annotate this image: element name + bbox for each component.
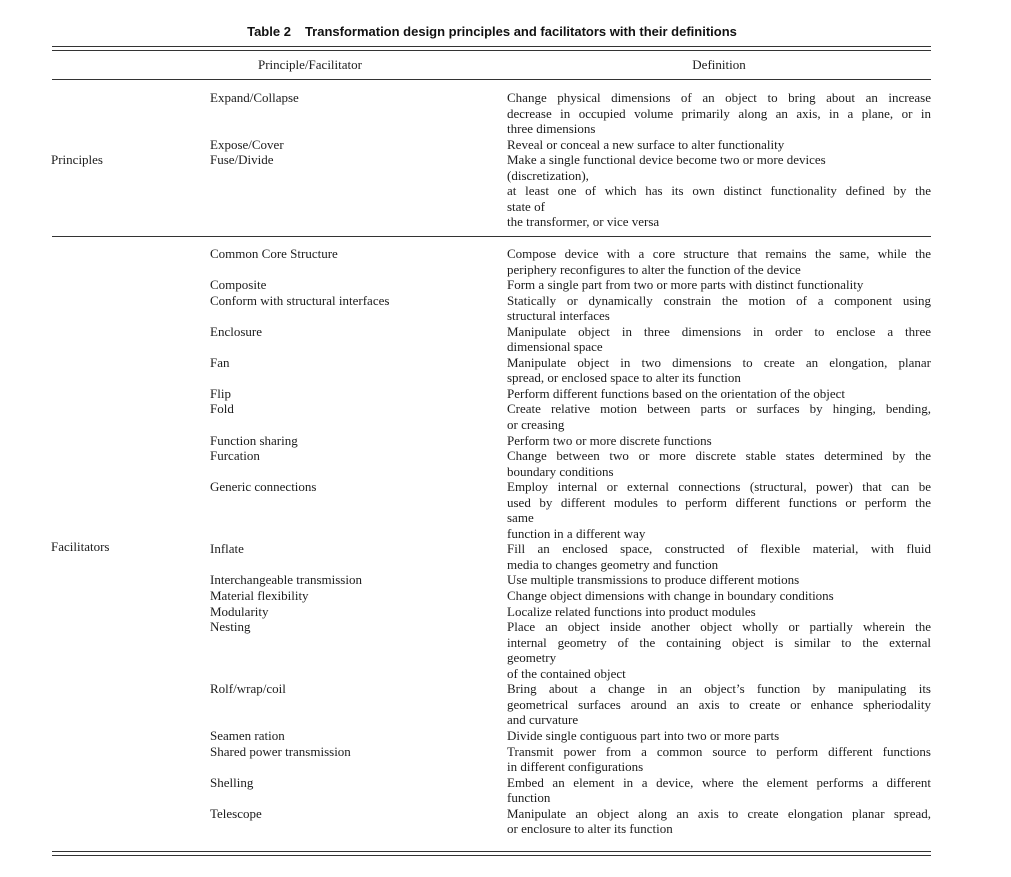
definition-cell [507,681,931,728]
definition-line: internal geometry of the containing object is similar to the external [507,634,931,650]
definition-cell [507,619,931,681]
definition-line: Fill an enclosed space, constructed of flexible material, with fluid [507,541,931,557]
definition-line: and curvature [507,712,579,728]
principle-name: Enclosure [210,323,262,339]
definition-line: media to changes geometry and function [507,556,719,572]
definition-cell [507,728,931,744]
principle-name: Fuse/Divide [210,152,274,168]
definition-line: boundary conditions [507,463,614,479]
table-row [0,324,1011,355]
definition-line: Change between two or more discrete stable states determined by the [507,448,931,464]
table-row [0,572,1011,588]
definition-line: geometrical surfaces around an axis to create or enhance spheriodality [507,696,931,712]
definition-cell [507,293,931,324]
definition-line: Manipulate an object along an axis to create elongation planar spread, [507,805,931,821]
principle-name: Shared power transmission [210,743,351,759]
definition-cell [507,775,931,806]
definition-cell [507,90,931,137]
definition-cell [507,604,931,620]
table-row [0,152,1011,230]
principle-name: Telescope [210,805,262,821]
table-row [0,433,1011,449]
definition-line: spread, or enclosed space to alter its function [507,370,741,386]
definition-line: decrease in occupied volume primarily along an axis, in a plane, or in [507,105,931,121]
table-row [0,90,1011,137]
table-row [0,386,1011,402]
definition-line: Bring about a change in an object’s function by manipulating its [507,681,931,697]
definition-line: Change physical dimensions of an object to bring about an increase [507,90,931,105]
definition-line: state of [507,198,545,214]
table-row [0,728,1011,744]
principles-section [0,90,1011,230]
definition-line: dimensional space [507,339,603,355]
bottom-rule-2 [52,855,931,856]
table-row [0,246,1011,277]
definition-line: structural interfaces [507,308,610,324]
definition-cell [507,386,931,402]
principle-name: Modularity [210,603,269,619]
principle-name: Generic connections [210,479,317,495]
definition-line: Make a single functional device become two or more devices [507,152,826,168]
definition-line: geometry [507,650,557,666]
principle-name: Rolf/wrap/coil [210,681,286,697]
definition-line: at least one of which has its own distinct functionality defined by the [507,183,931,199]
definition-line: Use multiple transmissions to produce different motions [507,572,800,588]
principle-name: Shelling [210,774,254,790]
table-row [0,775,1011,806]
table-row [0,401,1011,432]
principle-name: Conform with structural interfaces [210,292,390,308]
table-row [0,588,1011,604]
definition-line: function in a different way [507,525,646,541]
principle-name: Common Core Structure [210,246,338,261]
definition-line: Compose device with a core structure that remains the same, while the [507,246,931,261]
table-caption-label: Table 2 [247,24,291,39]
definition-line: Change object dimensions with change in boundary conditions [507,588,834,604]
definition-cell [507,355,931,386]
table-row [0,681,1011,728]
definition-cell [507,137,931,153]
principle-name: Interchangeable transmission [210,572,362,588]
table-row [0,479,1011,541]
principle-name: Material flexibility [210,588,309,604]
definition-line: Divide single contiguous part into two or more parts [507,727,780,743]
table-caption-text: Transformation design principles and facilitators with their definitions [304,24,737,39]
definition-cell [507,448,931,479]
table-row [0,541,1011,572]
top-rule-1 [52,46,931,47]
table-row [0,806,1011,837]
table-row [0,619,1011,681]
facilitators-section [0,246,1011,837]
principle-name: Fold [210,401,234,417]
group-label-principles: Principles [51,152,103,167]
definition-cell [507,572,931,588]
principle-name: Nesting [210,619,251,635]
header-definition: Definition [692,57,746,72]
table-row [0,137,1011,153]
definition-line: Employ internal or external connections (structural, power) that can be [507,479,931,495]
definition-line: same [507,510,534,526]
table-row [0,277,1011,293]
principle-name: Furcation [210,448,260,464]
definition-line: periphery reconfigures to alter the function of the device [507,261,801,277]
principle-name: Expand/Collapse [210,90,299,105]
definition-line: Form a single part from two or more parts with distinct functionality [507,277,864,293]
table-row [0,293,1011,324]
principle-name: Function sharing [210,432,298,448]
definition-line: Perform two or more discrete functions [507,432,712,448]
definition-line: Perform different functions based on the orientation of the object [507,385,846,401]
table-row [0,604,1011,620]
definition-cell [507,744,931,775]
table-row [0,355,1011,386]
section-divider-rule [52,236,931,237]
definition-line: of the contained object [507,665,626,681]
table-row [0,744,1011,775]
principle-name: Seamen ration [210,727,285,743]
definition-line: Statically or dynamically constrain the motion of a component using [507,292,931,308]
bottom-rule-1 [52,851,931,852]
principle-name: Inflate [210,541,244,557]
group-label-facilitators: Facilitators [51,539,110,554]
principle-name: Expose/Cover [210,136,284,152]
definition-line: (discretization), [507,167,589,183]
definition-line: Create relative motion between parts or surfaces by hinging, bending, [507,401,931,417]
definition-line: three dimensions [507,121,596,137]
definition-cell [507,152,931,230]
definition-line: used by different modules to perform different functions or perform the [507,494,931,510]
definition-line: Transmit power from a common source to perform different functions [507,743,931,759]
definition-cell [507,806,931,837]
definition-line: Manipulate object in three dimensions in order to enclose a three [507,323,931,339]
definition-line: Manipulate object in two dimensions to create an elongation, planar [507,354,931,370]
table-row [0,448,1011,479]
definition-cell [507,479,931,541]
definition-line: Embed an element in a device, where the element performs a different [507,774,931,790]
principle-name: Composite [210,277,267,293]
definition-line: Reveal or conceal a new surface to alter functionality [507,136,785,152]
definition-line: Localize related functions into product modules [507,603,756,619]
definition-cell [507,277,931,293]
table-caption [0,24,984,40]
principle-name: Flip [210,385,231,401]
definition-line: function [507,790,551,806]
definition-line: in different configurations [507,759,644,775]
header-principle-facilitator: Principle/Facilitator [258,57,362,72]
definition-line: or enclosure to alter its function [507,821,673,837]
principle-name: Fan [210,354,230,370]
definition-line: the transformer, or vice versa [507,214,660,230]
definition-cell [507,541,931,572]
definition-line: Place an object inside another object wholly or partially wherein the [507,619,931,635]
definition-cell [507,401,931,432]
definition-cell [507,246,931,277]
definition-cell [507,433,931,449]
definition-line: or creasing [507,417,565,433]
definition-cell [507,324,931,355]
top-rule-2 [52,50,931,51]
definition-cell [507,588,931,604]
header-rule [52,79,931,80]
